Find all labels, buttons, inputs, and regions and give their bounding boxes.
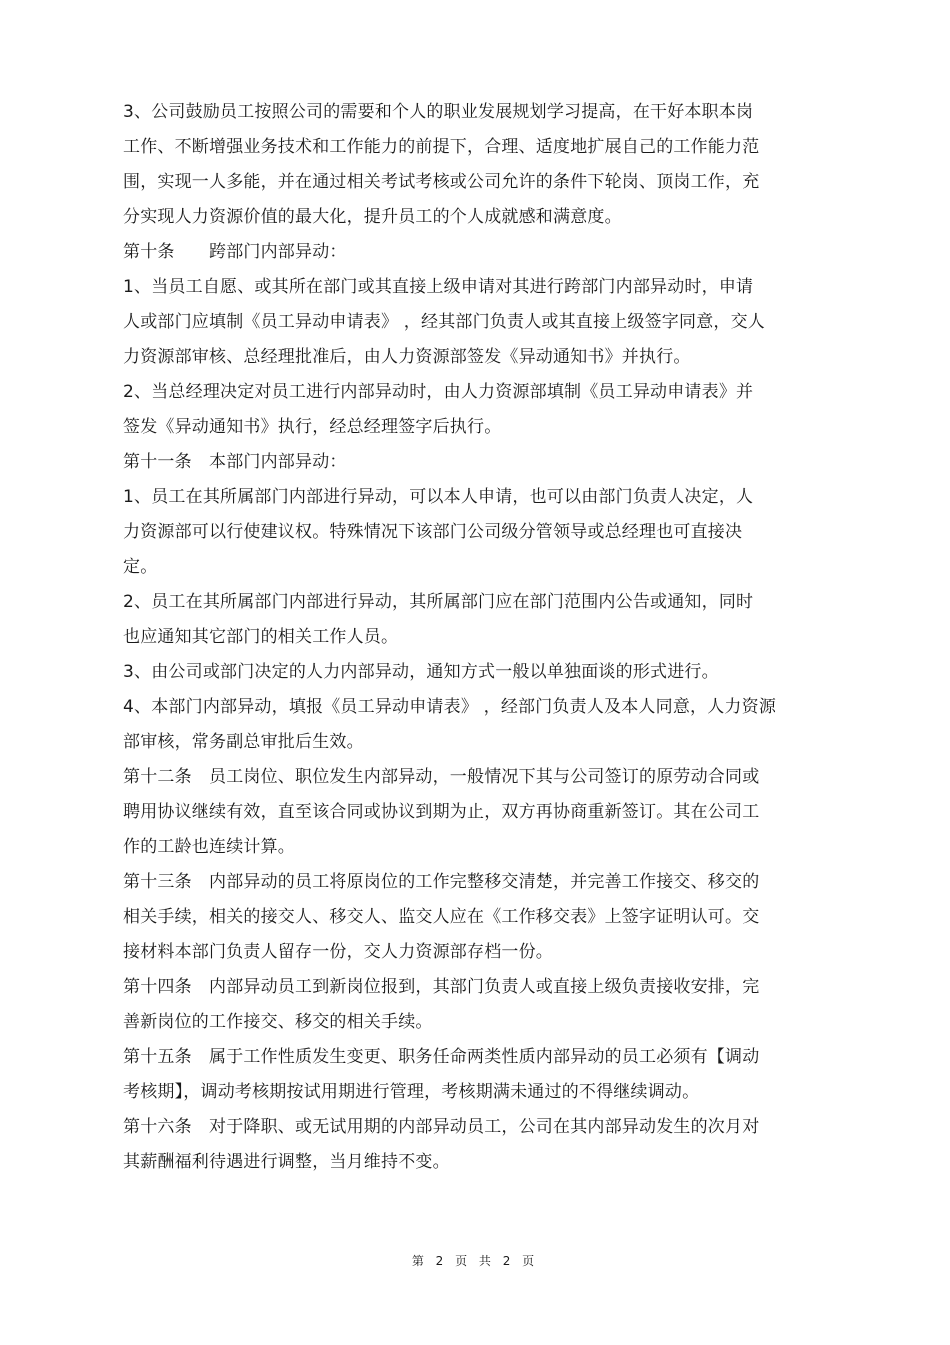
text-line: 也应通知其它部门的相关工作人员。 — [123, 627, 399, 647]
text-line: 部审核，常务副总审批后生效。 — [123, 732, 364, 752]
text-line: 签发《异动通知书》执行，经总经理签字后执行。 — [123, 417, 502, 437]
text-line: 相关手续，相关的接交人、移交人、监交人应在《工作移交表》上签字证明认可。交 — [123, 907, 760, 927]
text-line: 第十一条 本部门内部异动： — [123, 452, 347, 472]
text-line: 第十四条 内部异动员工到新岗位报到，其部门负责人或直接上级负责接收安排，完 — [123, 977, 760, 997]
text-line: 其薪酬福利待遇进行调整，当月维持不变。 — [123, 1152, 450, 1172]
text-line: 4、本部门内部异动，填报《员工异动申请表》 ，经部门负责人及本人同意，人力资源 — [123, 697, 777, 717]
text-line: 2、当总经理决定对员工进行内部异动时，由人力资源部填制《员工异动申请表》并 — [123, 382, 754, 402]
text-line: 第十条 跨部门内部异动： — [123, 242, 347, 262]
page-footer: 第 2 页 共 2 页 — [411, 1254, 539, 1268]
text-line: 考核期】，调动考核期按试用期进行管理，考核期满未通过的不得继续调动。 — [123, 1082, 700, 1102]
text-line: 工作、不断增强业务技术和工作能力的前提下，合理、适度地扩展自己的工作能力范 — [123, 137, 760, 157]
text-line: 第十五条 属于工作性质发生变更、职务任命两类性质内部异动的员工必须有【调动 — [123, 1047, 760, 1067]
text-line: 人或部门应填制《员工异动申请表》 ，经其部门负责人或其直接上级签字同意，交人 — [123, 312, 766, 332]
text-line: 围，实现一人多能，并在通过相关考试考核或公司允许的条件下轮岗、顶岗工作，充 — [123, 172, 760, 192]
text-line: 第十二条 员工岗位、职位发生内部异动，一般情况下其与公司签订的原劳动合同或 — [123, 767, 760, 787]
text-line: 力资源部审核、总经理批准后，由人力资源部签发《异动通知书》并执行。 — [123, 347, 691, 367]
text-line: 力资源部可以行使建议权。特殊情况下该部门公司级分管领导或总经理也可直接决 — [123, 522, 743, 542]
text-line: 善新岗位的工作接交、移交的相关手续。 — [123, 1012, 433, 1032]
text-line: 1、当员工自愿、或其所在部门或其直接上级申请对其进行跨部门内部异动时，申请 — [123, 277, 754, 297]
text-line: 第十三条 内部异动的员工将原岗位的工作完整移交清楚，并完善工作接交、移交的 — [123, 872, 760, 892]
text-line: 聘用协议继续有效，直至该合同或协议到期为止，双方再协商重新签订。其在公司工 — [123, 802, 760, 822]
text-line: 接材料本部门负责人留存一份，交人力资源部存档一份。 — [123, 942, 553, 962]
text-line: 3、公司鼓励员工按照公司的需要和个人的职业发展规划学习提高，在干好本职本岗 — [123, 102, 754, 122]
text-line: 作的工龄也连续计算。 — [123, 837, 295, 857]
text-line: 第十六条 对于降职、或无试用期的内部异动员工，公司在其内部异动发生的次月对 — [123, 1117, 760, 1137]
document-body — [123, 95, 823, 1180]
text-line: 3、由公司或部门决定的人力内部异动，通知方式一般以单独面谈的形式进行。 — [123, 662, 719, 682]
text-line: 2、员工在其所属部门内部进行异动，其所属部门应在部门范围内公告或通知，同时 — [123, 592, 754, 612]
text-line: 定。 — [123, 557, 158, 577]
text-line: 1、员工在其所属部门内部进行异动，可以本人申请，也可以由部门负责人决定，人 — [123, 487, 754, 507]
text-line: 分实现人力资源价值的最大化，提升员工的个人成就感和满意度。 — [123, 207, 622, 227]
